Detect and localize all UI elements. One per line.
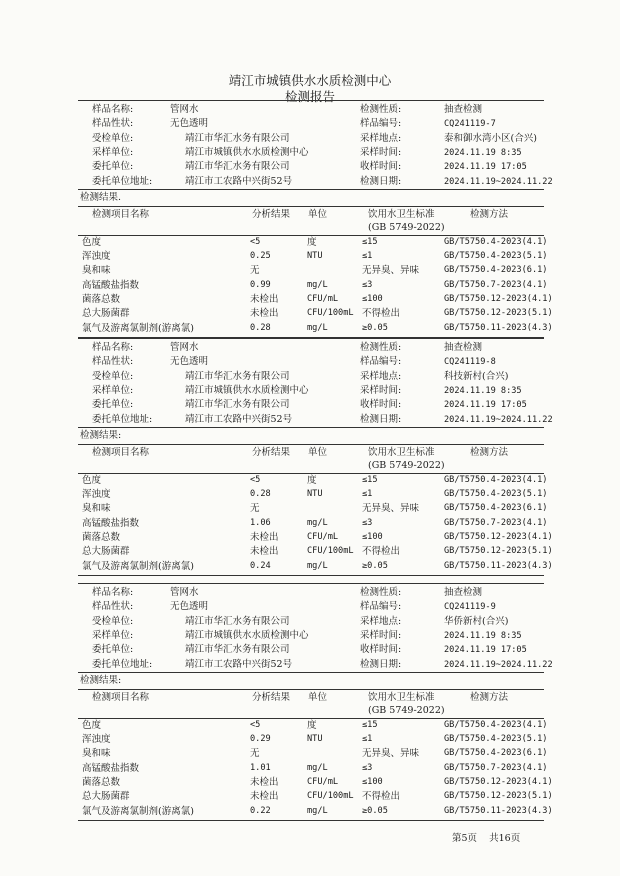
field-value-sampling-site: 科技新村(合兴): [444, 370, 509, 382]
table-cell-item: 浑浊度: [82, 251, 111, 263]
page-total: 共16页: [489, 833, 521, 844]
table-cell-unit: mg/L: [307, 517, 328, 528]
report-section: [0, 338, 620, 576]
table-cell-result: 0.29: [250, 734, 271, 745]
table-cell-unit: 度: [307, 236, 317, 248]
table-cell-result: <5: [250, 719, 261, 730]
table-cell-item: 总大肠菌群: [82, 308, 130, 320]
column-header-standard-sub: (GB 5749-2022): [368, 459, 445, 471]
field-value-sample-trait: 无色透明: [170, 601, 209, 613]
field-label-sampling-site: 采样地点:: [360, 370, 402, 382]
table-cell-item: 高锰酸盐指数: [82, 279, 140, 291]
report-section: [0, 100, 620, 338]
table-cell-standard: ≤15: [362, 474, 378, 485]
result-heading: 检测结果:: [80, 674, 122, 686]
table-cell-standard: ≤3: [362, 517, 373, 528]
table-cell-item: 高锰酸盐指数: [82, 762, 140, 774]
column-header-standard: 饮用水卫生标准: [368, 446, 435, 458]
table-rule: [78, 206, 544, 207]
column-header-standard-sub: (GB 5749-2022): [368, 221, 445, 233]
table-cell-result: 0.25: [250, 251, 271, 262]
column-header-standard-sub: (GB 5749-2022): [368, 704, 445, 716]
column-header-unit: 单位: [308, 208, 328, 220]
field-label-receive-time: 收样时间:: [360, 644, 402, 656]
table-cell-method: GB/T5750.7-2023(4.1): [444, 517, 548, 528]
table-rule: [78, 338, 544, 339]
field-label-client-unit: 受检单位:: [92, 132, 134, 144]
table-cell-method: GB/T5750.7-2023(4.1): [444, 762, 548, 773]
table-rule: [78, 672, 544, 673]
field-value-receive-time: 2024.11.19 17:05: [444, 645, 527, 656]
table-cell-item: 浑浊度: [82, 734, 111, 746]
field-label-entrust-unit: 委托单位:: [92, 161, 134, 173]
field-label-receive-time: 收样时间:: [360, 399, 402, 411]
field-value-sample-name: 管网水: [170, 104, 199, 115]
field-value-sampling-time: 2024.11.19 8:35: [444, 630, 522, 641]
table-cell-unit: CFU/100mL: [307, 546, 354, 557]
field-label-sample-no: 样品编号:: [360, 356, 402, 368]
table-cell-unit: mg/L: [307, 560, 328, 571]
page-number: 第5页: [452, 833, 478, 844]
report-section: [0, 583, 620, 821]
page-footer: [452, 830, 520, 844]
table-cell-method: GB/T5750.4-2023(5.1): [444, 489, 548, 500]
field-value-test-date: 2024.11.19~2024.11.22: [444, 176, 553, 187]
table-cell-result: 0.22: [250, 805, 271, 816]
field-label-sample-trait: 样品性状:: [92, 356, 134, 368]
table-cell-unit: CFU/mL: [307, 532, 339, 542]
field-value-test-nature: 抽查检测: [444, 587, 483, 598]
table-cell-method: GB/T5750.12-2023(4.1): [444, 532, 553, 542]
table-cell-result: 无: [250, 265, 260, 277]
field-label-sample-trait: 样品性状:: [92, 118, 134, 130]
column-header-unit: 单位: [308, 446, 328, 458]
field-label-entrust-addr: 委托单位地址:: [92, 658, 153, 670]
table-cell-method: GB/T5750.4-2023(4.1): [444, 474, 548, 485]
field-label-sampling-unit: 采样单位:: [92, 629, 134, 641]
table-cell-standard: 不得检出: [362, 791, 401, 803]
table-rule: [78, 689, 544, 690]
column-header-method: 检测方法: [470, 446, 509, 458]
field-value-receive-time: 2024.11.19 17:05: [444, 400, 527, 411]
field-label-sample-name: 样品名称:: [92, 104, 134, 115]
field-label-sample-no: 样品编号:: [360, 601, 402, 613]
table-cell-item: 氯气及游离氯制剂(游离氯): [82, 322, 194, 334]
table-cell-standard: ≥0.05: [362, 805, 388, 816]
table-cell-method: GB/T5750.4-2023(6.1): [444, 748, 548, 759]
field-label-test-nature: 检测性质:: [360, 587, 402, 598]
field-value-sample-no: CQ241119-9: [444, 602, 496, 613]
field-label-entrust-unit: 委托单位:: [92, 644, 134, 656]
column-header-item: 检测项目名称: [92, 446, 150, 458]
table-cell-unit: CFU/100mL: [307, 791, 354, 802]
column-header-result: 分析结果: [252, 208, 291, 220]
column-header-unit: 单位: [308, 691, 328, 703]
table-cell-item: 氯气及游离氯制剂(游离氯): [82, 560, 194, 572]
field-value-test-nature: 抽查检测: [444, 342, 483, 353]
table-cell-unit: NTU: [307, 734, 323, 745]
table-cell-item: 浑浊度: [82, 489, 111, 501]
field-value-sampling-unit: 靖江市城镇供水水质检测中心: [185, 146, 309, 158]
table-cell-method: GB/T5750.12-2023(5.1): [444, 308, 553, 319]
field-value-sample-no: CQ241119-8: [444, 357, 496, 368]
table-cell-item: 臭和味: [82, 748, 111, 760]
column-header-item: 检测项目名称: [92, 208, 150, 220]
table-cell-result: 未检出: [250, 777, 279, 788]
table-cell-standard: 不得检出: [362, 546, 401, 558]
field-label-entrust-addr: 委托单位地址:: [92, 413, 153, 425]
table-cell-standard: ≤100: [362, 777, 383, 787]
field-value-client-unit: 靖江市华汇水务有限公司: [185, 615, 290, 627]
table-cell-unit: CFU/100mL: [307, 308, 354, 319]
column-header-method: 检测方法: [470, 691, 509, 703]
table-cell-unit: mg/L: [307, 762, 328, 773]
field-value-test-nature: 抽查检测: [444, 104, 483, 115]
field-label-sampling-time: 采样时间:: [360, 384, 402, 396]
field-label-test-nature: 检测性质:: [360, 104, 402, 115]
field-label-sample-name: 样品名称:: [92, 587, 134, 598]
result-heading: 检测结果.: [80, 191, 122, 203]
field-value-sample-name: 管网水: [170, 587, 199, 598]
field-value-sampling-time: 2024.11.19 8:35: [444, 385, 522, 396]
column-header-item: 检测项目名称: [92, 691, 150, 703]
table-cell-standard: ≤1: [362, 251, 373, 262]
table-cell-unit: CFU/mL: [307, 777, 339, 787]
field-value-entrust-addr: 靖江市工农路中兴街52号: [185, 413, 293, 425]
field-value-receive-time: 2024.11.19 17:05: [444, 162, 527, 173]
field-label-sample-name: 样品名称:: [92, 342, 134, 353]
table-cell-result: 0.28: [250, 322, 271, 333]
field-label-sample-trait: 样品性状:: [92, 601, 134, 613]
field-value-sample-trait: 无色透明: [170, 118, 209, 130]
field-value-sampling-unit: 靖江市城镇供水水质检测中心: [185, 629, 309, 641]
field-label-entrust-addr: 委托单位地址:: [92, 175, 153, 187]
table-cell-standard: ≥0.05: [362, 322, 388, 333]
table-rule: [78, 189, 544, 190]
table-cell-item: 总大肠菌群: [82, 546, 130, 558]
table-cell-result: 未检出: [250, 308, 279, 320]
field-label-sampling-site: 采样地点:: [360, 132, 402, 144]
table-cell-unit: 度: [307, 719, 317, 731]
table-rule: [78, 427, 544, 428]
field-label-sample-no: 样品编号:: [360, 118, 402, 130]
field-value-client-unit: 靖江市华汇水务有限公司: [185, 370, 290, 382]
table-cell-standard: ≤3: [362, 279, 373, 290]
field-value-sampling-site: 泰和御水湾小区(合兴): [444, 132, 537, 144]
table-cell-method: GB/T5750.11-2023(4.3): [444, 322, 553, 333]
field-label-receive-time: 收样时间:: [360, 161, 402, 173]
field-label-sampling-time: 采样时间:: [360, 146, 402, 158]
column-header-method: 检测方法: [470, 208, 509, 220]
table-cell-method: GB/T5750.4-2023(5.1): [444, 734, 548, 745]
table-cell-item: 高锰酸盐指数: [82, 517, 140, 529]
table-cell-unit: 度: [307, 474, 317, 486]
column-header-result: 分析结果: [252, 446, 291, 458]
field-value-sampling-time: 2024.11.19 8:35: [444, 147, 522, 158]
field-label-sampling-unit: 采样单位:: [92, 146, 134, 158]
table-cell-item: 总大肠菌群: [82, 791, 130, 803]
table-cell-item: 菌落总数: [82, 532, 121, 543]
field-value-sampling-unit: 靖江市城镇供水水质检测中心: [185, 384, 309, 396]
table-cell-unit: NTU: [307, 489, 323, 500]
field-label-sampling-site: 采样地点:: [360, 615, 402, 627]
table-cell-method: GB/T5750.4-2023(4.1): [444, 236, 548, 247]
field-label-test-nature: 检测性质:: [360, 342, 402, 353]
table-cell-result: <5: [250, 236, 261, 247]
table-cell-item: 氯气及游离氯制剂(游离氯): [82, 805, 194, 817]
field-label-test-date: 检测日期:: [360, 413, 402, 425]
field-value-entrust-unit: 靖江市华汇水务有限公司: [185, 399, 290, 411]
field-value-test-date: 2024.11.19~2024.11.22: [444, 414, 553, 425]
table-cell-item: 色度: [82, 236, 102, 248]
table-rule: [78, 444, 544, 445]
table-cell-standard: ≤3: [362, 762, 373, 773]
table-cell-result: 0.99: [250, 279, 271, 290]
column-header-result: 分析结果: [252, 691, 291, 703]
table-cell-method: GB/T5750.4-2023(5.1): [444, 251, 548, 262]
field-label-test-date: 检测日期:: [360, 175, 402, 187]
table-cell-result: <5: [250, 474, 261, 485]
table-cell-standard: ≥0.05: [362, 560, 388, 571]
table-cell-item: 菌落总数: [82, 294, 121, 305]
field-value-entrust-addr: 靖江市工农路中兴街52号: [185, 658, 293, 670]
field-label-sampling-unit: 采样单位:: [92, 384, 134, 396]
table-cell-item: 臭和味: [82, 503, 111, 515]
field-value-client-unit: 靖江市华汇水务有限公司: [185, 132, 290, 144]
field-value-test-date: 2024.11.19~2024.11.22: [444, 659, 553, 670]
table-cell-method: GB/T5750.4-2023(6.1): [444, 265, 548, 276]
table-rule: [78, 575, 544, 576]
table-cell-standard: 不得检出: [362, 308, 401, 320]
column-header-standard: 饮用水卫生标准: [368, 691, 435, 703]
table-cell-standard: ≤1: [362, 734, 373, 745]
column-header-standard: 饮用水卫生标准: [368, 208, 435, 220]
table-cell-result: 无: [250, 748, 260, 760]
table-cell-method: GB/T5750.11-2023(4.3): [444, 805, 553, 816]
field-label-test-date: 检测日期:: [360, 658, 402, 670]
table-cell-unit: mg/L: [307, 279, 328, 290]
table-cell-item: 菌落总数: [82, 777, 121, 788]
table-cell-standard: ≤100: [362, 294, 383, 304]
table-cell-result: 1.01: [250, 762, 271, 773]
table-cell-standard: 无异臭、异味: [362, 748, 420, 760]
table-cell-standard: ≤15: [362, 236, 378, 247]
table-cell-result: 未检出: [250, 546, 279, 558]
table-rule: [78, 820, 544, 821]
table-cell-standard: 无异臭、异味: [362, 265, 420, 277]
report-title: 靖江市城镇供水水质检测中心: [228, 73, 392, 88]
table-cell-standard: ≤100: [362, 532, 383, 542]
field-label-client-unit: 受检单位:: [92, 370, 134, 382]
table-cell-unit: mg/L: [307, 805, 328, 816]
table-rule: [78, 100, 544, 101]
table-cell-method: GB/T5750.11-2023(4.3): [444, 560, 553, 571]
field-value-sampling-site: 华侨新村(合兴): [444, 615, 509, 627]
table-cell-method: GB/T5750.7-2023(4.1): [444, 279, 548, 290]
result-heading: 检测结果:: [80, 429, 122, 441]
table-cell-method: GB/T5750.12-2023(5.1): [444, 791, 553, 802]
field-label-entrust-unit: 委托单位:: [92, 399, 134, 411]
table-cell-unit: mg/L: [307, 322, 328, 333]
table-cell-method: GB/T5750.4-2023(6.1): [444, 503, 548, 514]
table-cell-standard: ≤15: [362, 719, 378, 730]
field-label-sampling-time: 采样时间:: [360, 629, 402, 641]
table-cell-method: GB/T5750.12-2023(4.1): [444, 777, 553, 787]
field-value-entrust-unit: 靖江市华汇水务有限公司: [185, 644, 290, 656]
field-value-entrust-addr: 靖江市工农路中兴街52号: [185, 175, 293, 187]
field-value-sample-name: 管网水: [170, 342, 199, 353]
table-cell-item: 臭和味: [82, 265, 111, 277]
table-cell-result: 未检出: [250, 294, 279, 305]
table-cell-standard: 无异臭、异味: [362, 503, 420, 515]
table-cell-result: 无: [250, 503, 260, 515]
table-cell-result: 0.28: [250, 489, 271, 500]
table-cell-result: 未检出: [250, 532, 279, 543]
table-cell-result: 0.24: [250, 560, 271, 571]
field-value-entrust-unit: 靖江市华汇水务有限公司: [185, 161, 290, 173]
table-cell-item: 色度: [82, 474, 102, 486]
report-subtitle: 检测报告: [284, 89, 335, 104]
table-cell-unit: CFU/mL: [307, 294, 339, 304]
table-cell-item: 色度: [82, 719, 102, 731]
field-value-sample-trait: 无色透明: [170, 356, 209, 368]
table-cell-method: GB/T5750.12-2023(4.1): [444, 294, 553, 304]
table-cell-method: GB/T5750.12-2023(5.1): [444, 546, 553, 557]
table-rule: [78, 583, 544, 584]
table-cell-result: 1.06: [250, 517, 271, 528]
table-cell-method: GB/T5750.4-2023(4.1): [444, 719, 548, 730]
table-cell-unit: NTU: [307, 251, 323, 262]
table-cell-result: 未检出: [250, 791, 279, 803]
field-value-sample-no: CQ241119-7: [444, 119, 496, 130]
field-label-client-unit: 受检单位:: [92, 615, 134, 627]
table-cell-standard: ≤1: [362, 489, 373, 500]
